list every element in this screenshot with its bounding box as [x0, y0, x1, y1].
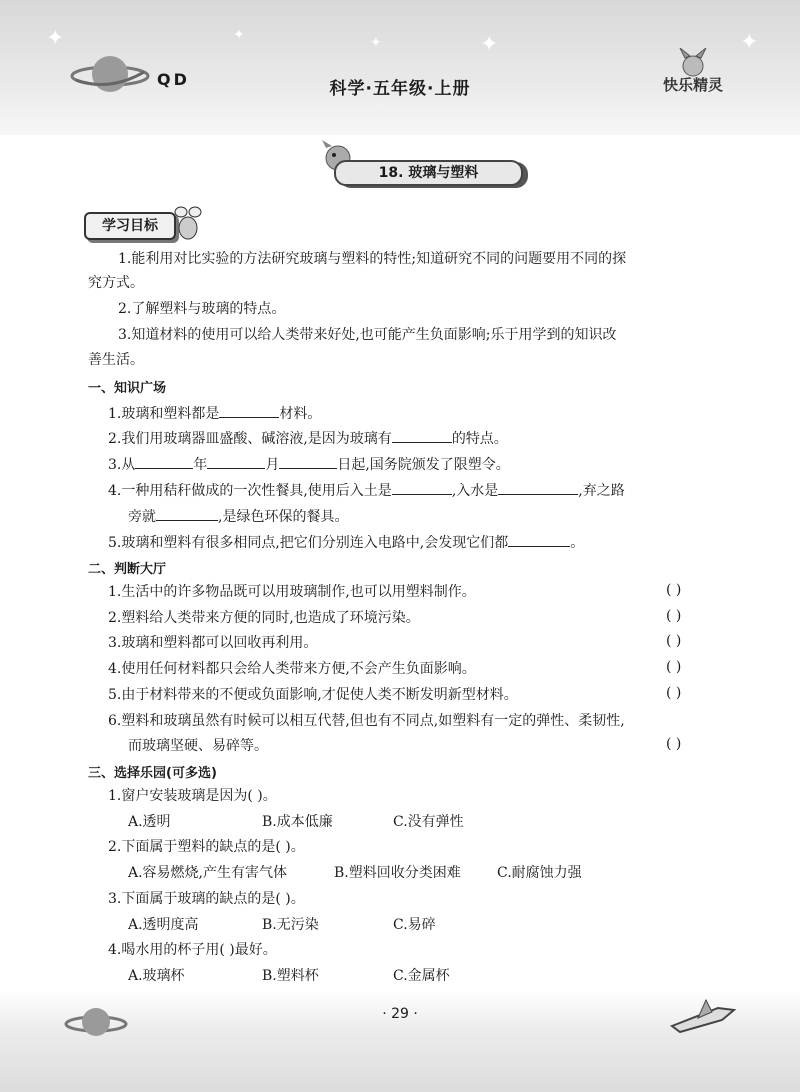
judge-item-cont: 而玻璃坚硬、易碎等。 — [128, 738, 268, 754]
choice-question: 4.喝水用的杯子用( )最好。 — [108, 942, 277, 958]
choice-option[interactable]: C.易碎 — [393, 917, 436, 933]
answer-blank[interactable] — [156, 506, 218, 521]
fill-question: 1.玻璃和塑料都是 材料。 — [108, 403, 321, 424]
judge-item: 3.玻璃和塑料都可以回收再利用。 — [108, 635, 318, 651]
choice-option[interactable]: C.耐腐蚀力强 — [497, 865, 582, 881]
choice-option[interactable]: B.塑料杯 — [262, 968, 319, 984]
choice-option[interactable]: B.成本低廉 — [262, 814, 333, 830]
page-number: · 29 · — [382, 1006, 418, 1022]
logo-text: 快乐精灵 — [662, 76, 723, 94]
star-icon: ✦ — [480, 32, 499, 57]
choice-option[interactable]: A.容易燃烧,产生有害气体 — [128, 865, 288, 881]
choice-question: 3.下面属于玻璃的缺点的是( )。 — [108, 891, 305, 907]
answer-blank[interactable] — [508, 532, 570, 547]
star-icon: ✦ — [46, 26, 65, 51]
lesson-title: 18. 玻璃与塑料 — [334, 160, 523, 186]
judge-item: 4.使用任何材料都只会给人类带来方便,不会产生负面影响。 — [108, 661, 476, 677]
choice-option[interactable]: A.透明度高 — [128, 917, 199, 933]
answer-parentheses[interactable]: ( ) — [666, 608, 682, 624]
answer-blank[interactable] — [207, 454, 265, 469]
judge-item: 2.塑料给人类带来方便的同时,也造成了环境污染。 — [108, 610, 420, 626]
answer-blank[interactable] — [135, 454, 193, 469]
star-icon: ✦ — [740, 30, 759, 55]
choice-option[interactable]: B.无污染 — [262, 917, 319, 933]
bee-icon — [172, 204, 204, 242]
section-heading: 二、判断大厅 — [88, 562, 167, 577]
choice-question: 2.下面属于塑料的缺点的是( )。 — [108, 839, 305, 855]
judge-item: 6.塑料和玻璃虽然有时候可以相互代替,但也有不同点,如塑料有一定的弹性、柔韧性, — [108, 713, 625, 729]
fill-question-cont: 旁就 ,是绿色环保的餐具。 — [128, 506, 348, 527]
goal-line: 善生活。 — [88, 352, 144, 368]
choice-option[interactable]: C.金属杯 — [393, 968, 450, 984]
star-icon: ✦ — [370, 35, 382, 51]
section-heading: 一、知识广场 — [88, 381, 167, 396]
choice-option[interactable]: B.塑料回收分类困难 — [334, 865, 461, 881]
lesson-title-banner — [318, 138, 538, 190]
judge-item: 1.生活中的许多物品既可以用玻璃制作,也可以用塑料制作。 — [108, 584, 476, 600]
answer-blank[interactable] — [279, 454, 337, 469]
answer-parentheses[interactable]: ( ) — [666, 582, 682, 598]
answer-blank[interactable] — [498, 480, 578, 495]
section-heading: 三、选择乐园(可多选) — [88, 766, 217, 781]
goal-line: 1.能利用对比实验的方法研究玻璃与塑料的特性;知道研究不同的问题要用不同的探 — [118, 251, 627, 267]
judge-item: 5.由于材料带来的不便或负面影响,才促使人类不断发明新型材料。 — [108, 687, 518, 703]
answer-parentheses[interactable]: ( ) — [666, 659, 682, 675]
goals-heading: 学习目标 — [84, 212, 176, 240]
fill-question: 5.玻璃和塑料有很多相同点,把它们分别连入电路中,会发现它们都 。 — [108, 532, 584, 553]
goal-line: 2.了解塑料与玻璃的特点。 — [118, 301, 286, 317]
answer-blank[interactable] — [392, 480, 452, 495]
book-title: 科学·五年级·上册 — [329, 79, 471, 99]
answer-blank[interactable] — [392, 428, 452, 443]
choice-option[interactable]: A.玻璃杯 — [128, 968, 185, 984]
star-icon: ✦ — [233, 27, 245, 43]
fill-question: 4.一种用秸秆做成的一次性餐具,使用后入土是 ,入水是 ,弃之路 — [108, 480, 625, 501]
goal-line: 3.知道材料的使用可以给人类带来好处,也可能产生负面影响;乐于用学到的知识改 — [118, 327, 617, 343]
fill-question: 3.从 年 月 日起,国务院颁发了限塑令。 — [108, 454, 510, 475]
goal-line: 究方式。 — [88, 275, 144, 291]
answer-parentheses[interactable]: ( ) — [666, 736, 682, 752]
choice-question: 1.窗户安装玻璃是因为( )。 — [108, 788, 277, 804]
answer-blank[interactable] — [219, 403, 279, 418]
choice-option[interactable]: A.透明 — [128, 814, 171, 830]
answer-parentheses[interactable]: ( ) — [666, 685, 682, 701]
page-header — [0, 0, 800, 135]
brand-logo — [652, 48, 734, 110]
answer-parentheses[interactable]: ( ) — [666, 633, 682, 649]
series-code: QD — [157, 70, 190, 89]
fill-question: 2.我们用玻璃器皿盛酸、碱溶液,是因为玻璃有 的特点。 — [108, 428, 508, 449]
choice-option[interactable]: C.没有弹性 — [393, 814, 464, 830]
